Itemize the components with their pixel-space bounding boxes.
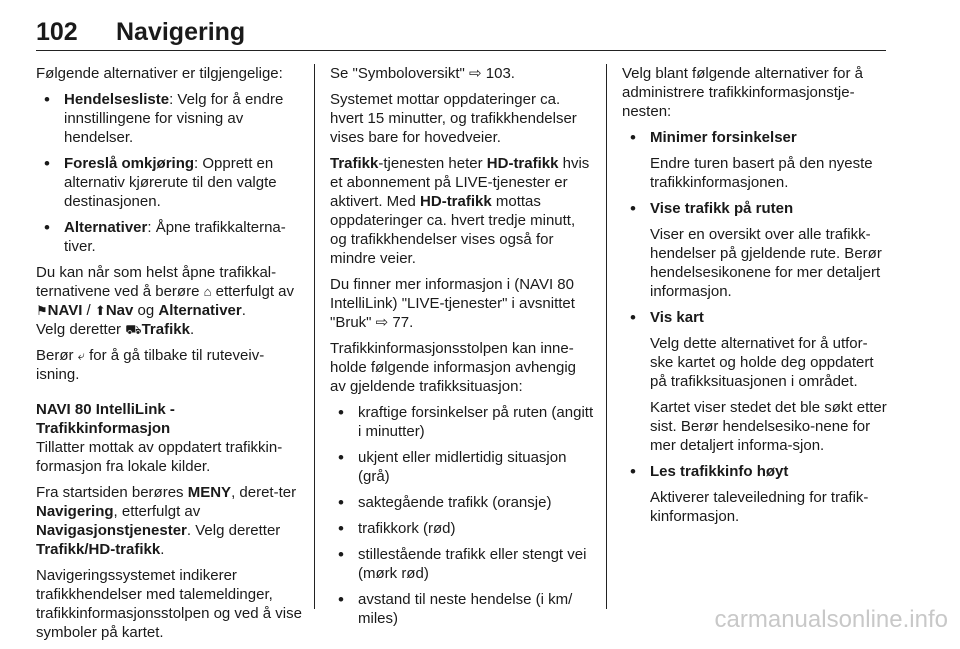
list-item: • Vis kart xyxy=(622,308,888,327)
options-list xyxy=(36,90,302,256)
list-item: • avstand til neste hendelse (i km/ miles) xyxy=(330,590,594,628)
item-description: Endre turen basert på den nyeste trafikkinformasjonen. xyxy=(650,155,873,191)
intro-text: Velg blant følgende alternativer for å administrere trafikkinformasjonstje-nesten: xyxy=(622,65,863,120)
paragraph: Trafikk-tjenesten heter HD-trafikk hvis et abonnement på LIVE-tjenester er aktivert. Med HD-trafikk mottas oppdateringer ca. hvert tredje minutt, og trafikkhendelser vises også for mindre veier. xyxy=(330,155,590,267)
paragraph: Navigeringssystemet indikerer trafikkhendelser med talemeldinger, trafikkinformasjonsstolpen og ved å vise symboler på kartet. xyxy=(36,567,302,641)
traffic-options-list xyxy=(622,462,888,481)
paragraph: Se "Symboloversikt" ⇨ 103. xyxy=(330,65,515,82)
list-item: • kraftige forsinkelser på ruten (angitt i minutter) xyxy=(330,403,594,441)
page-number: 102 xyxy=(36,18,78,46)
paragraph: Berør ⤶ for å gå tilbake til ruteveiv-isning. xyxy=(36,347,265,383)
item-description: Aktiverer taleveiledning for trafik-kinformasjon. xyxy=(650,489,869,525)
column-3 xyxy=(622,64,888,533)
watermark: carmanualsonline.info xyxy=(714,606,948,633)
column-divider xyxy=(314,64,315,609)
flag-icon: ⚑ xyxy=(36,303,48,318)
section-heading: NAVI 80 IntelliLink - Trafikkinformasjon xyxy=(36,401,175,437)
paragraph: Trafikkinformasjonsstolpen kan inne-holde følgende informasjon avhengig av gjeldende trafikksituasjon: xyxy=(330,340,576,395)
list-item: • Les trafikkinfo høyt xyxy=(622,462,888,481)
paragraph: Fra startsiden berøres MENY, deret-ter Navigering, etterfulgt av Navigasjonstjenester. Velg deretter Trafikk/HD-trafikk. xyxy=(36,484,297,558)
list-item: • Minimer forsinkelser xyxy=(622,128,888,147)
traffic-info-list xyxy=(330,403,594,628)
page-header xyxy=(36,14,886,51)
traffic-options-list xyxy=(622,199,888,218)
item-description: Velg dette alternativet for å utfor-ske kartet og holde deg oppdatert på trafikksituasjonen i området. xyxy=(650,335,874,390)
list-item: • Foreslå omkjøring: Opprett en alternativ kjørerute til den valgte destinasjonen. xyxy=(36,154,302,211)
column-divider xyxy=(606,64,607,609)
column-2 xyxy=(330,64,594,635)
list-item: • ukjent eller midlertidig situasjon (grå) xyxy=(330,448,594,486)
item-description: Kartet viser stedet det ble søkt etter sist. Berør hendelsesiko-nene for mer detaljert informa-sjon. xyxy=(650,399,887,454)
car-icon: ⛟ xyxy=(125,322,142,337)
traffic-options-list xyxy=(622,308,888,327)
paragraph: Tillatter mottak av oppdatert trafikkin-formasjon fra lokale kilder. xyxy=(36,439,283,475)
traffic-options-list xyxy=(622,128,888,147)
intro-text: Følgende alternativer er tilgjengelige: xyxy=(36,65,283,82)
list-item: • stillestående trafikk eller stengt vei (mørk rød) xyxy=(330,545,594,583)
paragraph: Systemet mottar oppdateringer ca. hvert 15 minutter, og trafikkhendelser vises bare for hovedveier. xyxy=(330,91,577,146)
list-item: • trafikkork (rød) xyxy=(330,519,594,538)
back-arrow-icon: ⤶ xyxy=(77,348,85,363)
list-item: • Alternativer: Åpne trafikkalterna-tiver. xyxy=(36,218,302,256)
list-item: • saktegående trafikk (oransje) xyxy=(330,493,594,512)
paragraph: Du kan når som helst åpne trafikkal-ternativene ved å berøre ⌂ etterfulgt av ⚑NAVI / ⬆Nav og Alternativer. Velg deretter ⛟Trafikk. xyxy=(36,264,294,338)
list-item: • Vise trafikk på ruten xyxy=(622,199,888,218)
navigation-arrow-icon: ⬆ xyxy=(94,303,106,318)
item-description: Viser en oversikt over alle trafikk-hendelser på gjeldende rute. Berør hendelsesikonene for mer detaljert informasjon. xyxy=(650,226,882,300)
home-icon: ⌂ xyxy=(203,284,212,299)
page-title: Navigering xyxy=(116,18,246,46)
column-1 xyxy=(36,64,302,649)
paragraph: Du finner mer informasjon i (NAVI 80 IntelliLink) "LIVE-tjenester" i avsnittet "Bruk" ⇨ 77. xyxy=(330,276,575,331)
list-item: • Hendelsesliste: Velg for å endre innstillingene for visning av hendelser. xyxy=(36,90,302,147)
